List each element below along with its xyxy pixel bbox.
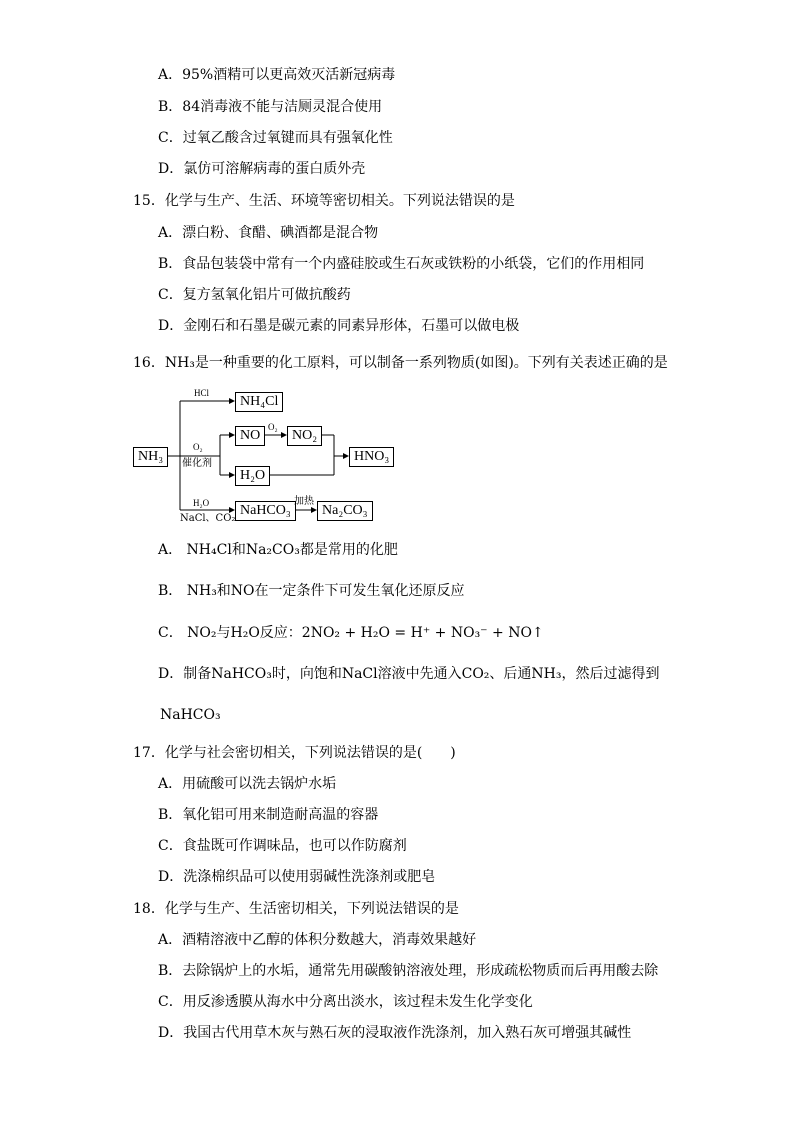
- hcl-label: HCl: [194, 388, 210, 398]
- no-box: NO: [235, 426, 265, 446]
- nahco3-box: NaHCO₃: [235, 501, 296, 521]
- q17-option-c: C．食盐既可作调味品，也可以作防腐剂: [158, 838, 407, 854]
- q18-option-d: D．我国古代用草木灰与熟石灰的浸取液作洗涤剂，加入熟石灰可增强其碱性: [158, 1025, 632, 1041]
- q15-option-c: C．复方氢氧化铝片可做抗酸药: [158, 287, 351, 303]
- o2-arrow-label: O₂: [268, 422, 278, 432]
- q16-option-c: C． NO₂与H₂O反应：2NO₂ + H₂O = H⁺ + NO₃⁻ + NO↑: [158, 625, 544, 641]
- nh3-reaction-diagram: [120, 380, 420, 530]
- o2-label: O₂: [193, 442, 203, 452]
- q15-option-a: A．漂白粉、食醋、碘酒都是混合物: [158, 225, 379, 241]
- nh3-box: NH₃: [133, 447, 168, 467]
- q17-option-d: D．洗涤棉织品可以使用弱碱性洗涤剂或肥皂: [158, 869, 436, 885]
- q17-option-b: B．氧化铝可用来制造耐高温的容器: [158, 807, 379, 823]
- nh4cl-box: NH₄Cl: [235, 392, 283, 412]
- hno3-box: HNO₃: [349, 447, 394, 467]
- nacl-co2-label: NaCl、CO₂: [180, 513, 236, 524]
- q18-stem: 18．化学与生产、生活密切相关，下列说法错误的是: [133, 901, 459, 917]
- q16-option-a: A． NH₄Cl和Na₂CO₃都是常用的化肥: [158, 542, 398, 558]
- q15-stem: 15．化学与生产、生活、环境等密切相关。下列说法错误的是: [133, 193, 515, 209]
- h2o-arrow-label: H₂O: [193, 498, 210, 508]
- q17-option-a: A．用硫酸可以洗去锅炉水垢: [158, 776, 337, 792]
- q18-option-c: C．用反渗透膜从海水中分离出淡水，该过程未发生化学变化: [158, 994, 533, 1010]
- heat-label: 加热: [294, 496, 314, 507]
- no2-box: NO₂: [287, 426, 322, 446]
- q15-option-d: D．金刚石和石墨是碳元素的同素异形体，石墨可以做电极: [158, 318, 520, 334]
- q16-option-b: B． NH₃和NO在一定条件下可发生氧化还原反应: [158, 583, 465, 599]
- na2co3-box: Na₂CO₃: [317, 501, 373, 521]
- q16-stem: 16．NH₃是一种重要的化工原料，可以制备一系列物质(如图)。下列有关表述正确的是: [133, 355, 668, 371]
- q18-option-a: A．酒精溶液中乙醇的体积分数越大，消毒效果越好: [158, 932, 477, 948]
- q18-option-b: B．去除锅炉上的水垢，通常先用碳酸钠溶液处理，形成疏松物质而后再用酸去除: [158, 963, 659, 979]
- q17-stem: 17．化学与社会密切相关，下列说法错误的是( ): [133, 745, 456, 761]
- q14-option-a: A．95%酒精可以更高效灭活新冠病毒: [158, 67, 396, 83]
- q15-option-b: B．食品包装袋中常有一个内盛硅胶或生石灰或铁粉的小纸袋，它们的作用相同: [158, 256, 645, 272]
- q14-option-c: C．过氧乙酸含过氧键而具有强氧化性: [158, 130, 393, 146]
- q16-option-d: D．制备NaHCO₃时，向饱和NaCl溶液中先通入CO₂、后通NH₃，然后过滤得到: [158, 666, 660, 682]
- catalyst-label: 催化剂: [182, 458, 212, 469]
- h2o-box: H₂O: [235, 466, 270, 486]
- q14-option-b: B．84消毒液不能与洁厕灵混合使用: [158, 99, 383, 115]
- q16-option-d-continued: NaHCO₃: [160, 707, 221, 723]
- q14-option-d: D．氯仿可溶解病毒的蛋白质外壳: [158, 161, 366, 177]
